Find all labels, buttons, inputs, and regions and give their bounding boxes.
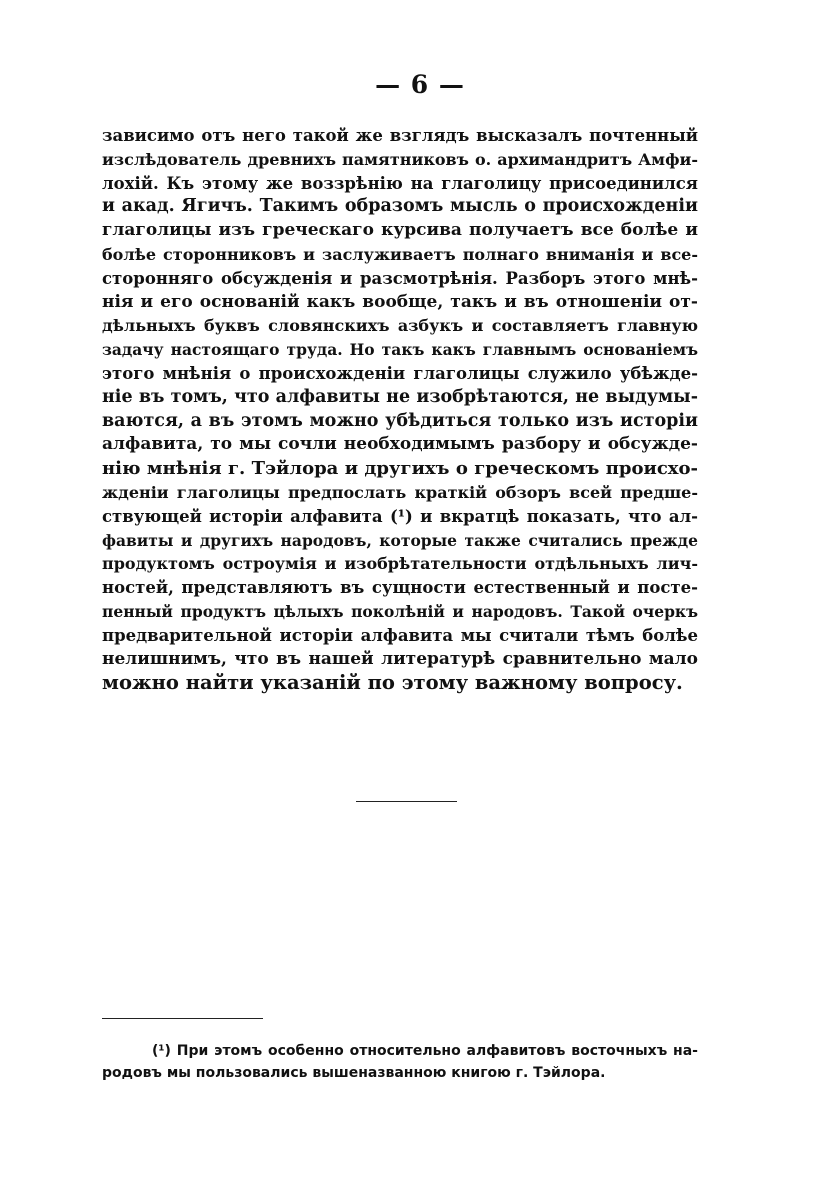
text-line: нелишнимъ, что въ нашей литературѣ сравнительно мало	[102, 648, 698, 669]
text-line: фавиты и другихъ народовъ, которые также считались прежде	[102, 530, 698, 550]
section-divider	[356, 801, 457, 802]
text-line: болѣе сторонниковъ и заслуживаетъ полнаго вниманія и все-	[102, 244, 698, 264]
text-line: задачу настоящаго труда. Но такъ какъ главнымъ основаніемъ	[102, 340, 698, 360]
text-line: можно найти указаній по этому важному вопросу.	[102, 671, 683, 695]
footnote-line: (¹) При этомъ особенно относительно алфавитовъ восточныхъ на-	[152, 1043, 698, 1059]
text-line: продуктомъ остроумія и изобрѣтательности отдѣльныхъ лич-	[102, 554, 698, 574]
footnote	[102, 1040, 698, 1084]
text-line: нію мнѣнія г. Тэйлора и другихъ о греческомъ происхо-	[102, 458, 698, 480]
page-number: — 6 —	[375, 70, 465, 99]
footnote-divider	[102, 1018, 263, 1019]
text-line: изслѣдователь древнихъ памятниковъ о. архимандритъ Амфи-	[102, 149, 698, 169]
text-line: дѣльныхъ буквъ словянскихъ азбукъ и составляетъ главную	[102, 316, 698, 336]
text-line: зависимо отъ него такой же взглядъ высказалъ почтенный	[102, 126, 698, 145]
text-line: алфавита, то мы сочли необходимымъ разбору и обсужде-	[102, 434, 698, 455]
text-line: ніе въ томъ, что алфавиты не изобрѣтаются, не выдумы-	[102, 386, 698, 407]
text-line: этого мнѣнія о происхожденіи глаголицы служило убѣжде-	[102, 363, 698, 383]
text-line: ностей, представляютъ въ сущности естественный и посте-	[102, 578, 698, 598]
text-line: ваются, а въ этомъ можно убѣдиться только изъ исторіи	[102, 410, 698, 431]
text-line: сторонняго обсужденія и разсмотрѣнія. Разборъ этого мнѣ-	[102, 268, 698, 288]
text-line: ствующей исторіи алфавита (¹) и вкратцѣ показать, что ал-	[102, 506, 698, 526]
text-line: глаголицы изъ греческаго курсива получаетъ все болѣе и	[102, 220, 698, 241]
text-line: жденіи глаголицы предпослать краткій обзоръ всей предше-	[102, 482, 698, 502]
text-line: нія и его основаній какъ вообще, такъ и въ отношеніи от-	[102, 291, 698, 312]
text-line: предварительной исторіи алфавита мы считали тѣмъ болѣе	[102, 625, 698, 645]
text-line: пенный продуктъ цѣлыхъ поколѣній и народовъ. Такой очеркъ	[102, 601, 698, 621]
text-line: лохій. Къ этому же воззрѣнію на глаголицу присоединился	[102, 173, 698, 193]
text-line: и акад. Ягичъ. Такимъ образомъ мысль о происхожденіи	[102, 196, 698, 217]
body-text	[102, 124, 698, 695]
footnote-line: родовъ мы пользовались вышеназванною книгою г. Тэйлора.	[102, 1065, 606, 1081]
